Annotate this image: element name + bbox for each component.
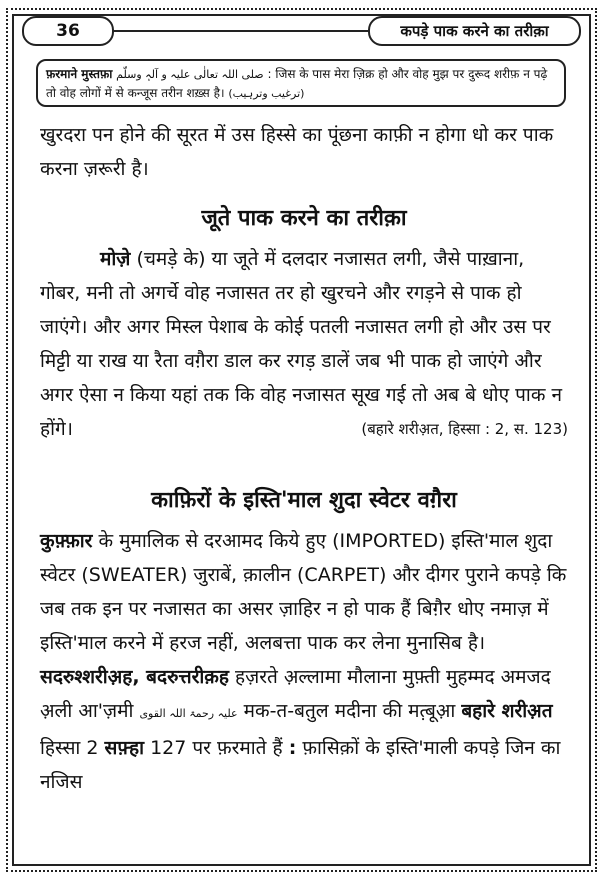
para3-name: हज़रते अ़ल्लामा मौलाना मुफ़्ती मुहम्मद अमजद अ़ली आ'ज़मी <box>40 666 551 722</box>
hadith-source: (ترغیب وترہیب) <box>228 87 305 100</box>
para3-book: बहारे शरीअ़त <box>461 700 553 722</box>
para3-honorific: सदरुश्शरीअ़ह, बदरुत्तरीक़ह <box>40 666 229 688</box>
heading-sweaters: काफ़िरों के इस्ति'माल शुदा स्वेटर वग़ैरा <box>151 488 457 513</box>
para3-page-word: सफ़्हा <box>104 737 145 759</box>
hadith-text: : जिस के पास मेरा ज़िक्र हो और वोह मुझ पर दुरूद शरीफ़ न पढ़े तो वोह लोगों में से कन्जूस तरीन शख़्स है। <box>46 67 548 100</box>
para3-arabic: علیہ رحمۃ اللہ القوی <box>139 707 238 720</box>
para3-colon: : <box>288 737 297 759</box>
para3-part: हिस्सा 2 <box>40 737 99 759</box>
para3-text: के मुमालिक से दरआमद किये हुए (IMPORTED) इस्ति'माल शुदा स्वेटर (SWEATER) जुराबें, क़ालीन (CARPET) और दीगर पुराने कपड़े कि जब तक इन पर नजासत का असर ज़ाहिर न हो पाक हैं बिग़ैर धोए नमाज़ में इस्ति'माल करने में हरज नहीं, अलबत्ता पाक कर लेना मुनासिब है। <box>40 530 567 654</box>
para3-publisher: मक-त-बतुल मदीना की मत़्बूआ़ <box>243 700 456 722</box>
hadith-label: फ़रमाने मुस्तफ़ा <box>46 67 113 81</box>
page-number: 36 <box>22 16 114 46</box>
paragraph-2 <box>40 242 568 446</box>
heading-shoes: जूते पाक करने का तरीक़ा <box>201 206 407 231</box>
paragraph-1: खुरदरा पन होने की सूरत में उस हिस्से का पूंछना काफ़ी न होगा धो कर पाक करना ज़रूरी है। <box>40 124 554 180</box>
para2-lead: मोज़े <box>100 248 131 270</box>
para2-reference: (बहारे शरीअ़त, हिस्सा : 2, स. 123) <box>361 420 568 438</box>
para3-lead: कुफ़्फ़ार <box>40 530 93 552</box>
para2-text: (चमड़े के) या जूते में दलदार नजासत लगी, जैसे पाख़ाना, गोबर, मनी तो अगर्चे वोह नजासत तर हो खुरचने और रगड़ने से पाक हो जाएंगे। और अगर मिस्ल पेशाब के कोई पतली नजासत लगी हो और उस पर मिट्टी या राख या रैता वग़ैरा डाल कर रगड़ डालें जब भी पाक हो जाएंगे और अगर ऐसा न किया यहां तक कि वोह नजासत सूख गई तो अब बे धोए पाक न होंगे। <box>40 248 563 440</box>
salutation: صلی اللہ تعالٰی علیہ و آلہٖ وسلّم <box>116 68 264 81</box>
running-title: कपड़े पाक करने का तरीक़ा <box>368 16 581 46</box>
hadith-box <box>36 59 566 107</box>
para3-page: 127 पर फ़रमाते हैं <box>150 737 283 759</box>
paragraph-3 <box>40 524 568 799</box>
para3-end: फ़ासिक़ों के इस्ति'माली कपड़े जिन का नजिस <box>40 737 561 793</box>
